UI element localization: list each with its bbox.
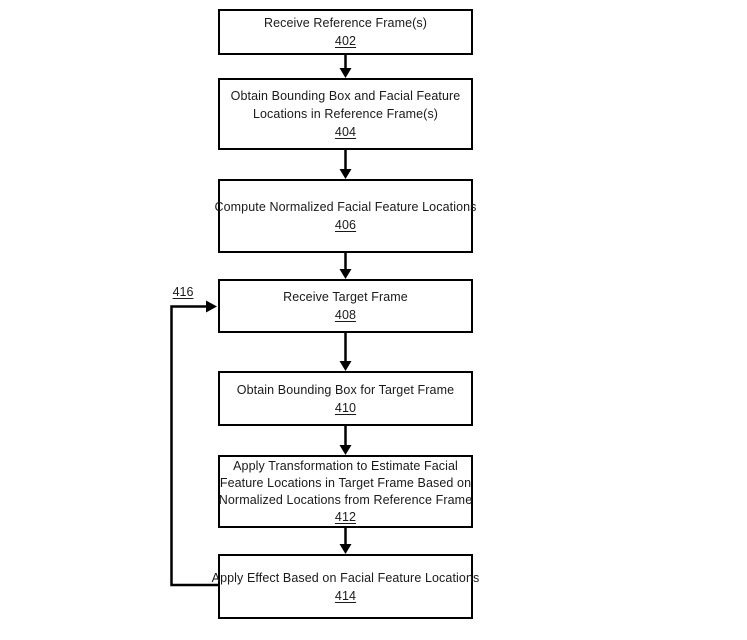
flow-box-obtain-bounding-box-reference — [218, 78, 473, 150]
box-ref-number: 404 — [334, 125, 357, 139]
box-ref-number: 408 — [334, 308, 357, 322]
box-ref-number: 410 — [334, 400, 357, 415]
feedback-loop-label: 416 — [172, 285, 194, 299]
arrow-408-to-410 — [340, 333, 352, 371]
box-ref-number: 412 — [334, 509, 357, 524]
box-text-line: Receive Reference Frame(s) — [263, 16, 428, 30]
flow-box-receive-target-frame — [218, 279, 473, 333]
flow-box-compute-normalized-locations — [214, 179, 477, 253]
arrow-412-to-414 — [340, 528, 352, 554]
box-text-line: Compute Normalized Facial Feature Locations — [214, 200, 477, 214]
box-ref-number: 414 — [334, 588, 357, 603]
box-text-line: Receive Target Frame — [283, 290, 408, 304]
box-text-line: Apply Transformation to Estimate Facial — [233, 458, 458, 473]
box-text-line: Feature Locations in Target Frame Based on — [219, 475, 472, 490]
box-ref-number: 406 — [334, 218, 357, 232]
box-text-line: Normalized Locations from Reference Frame — [218, 492, 473, 507]
box-text-line: Obtain Bounding Box and Facial Feature — [230, 89, 461, 103]
arrow-404-to-406 — [340, 150, 352, 179]
flow-box-apply-transformation — [218, 455, 473, 528]
flow-box-apply-effect — [211, 554, 480, 619]
box-text-line: Apply Effect Based on Facial Feature Locations — [211, 570, 480, 585]
box-text-line: Locations in Reference Frame(s) — [252, 107, 439, 121]
arrow-402-to-404 — [340, 55, 352, 78]
arrow-406-to-408 — [340, 253, 352, 279]
flow-box-receive-reference-frames — [218, 9, 473, 55]
feedback-arrow-414-to-408 — [172, 301, 219, 586]
flow-box-obtain-bounding-box-target — [218, 371, 473, 426]
box-text-line: Obtain Bounding Box for Target Frame — [236, 382, 455, 397]
box-ref-number: 402 — [334, 34, 357, 48]
arrow-410-to-412 — [340, 426, 352, 455]
